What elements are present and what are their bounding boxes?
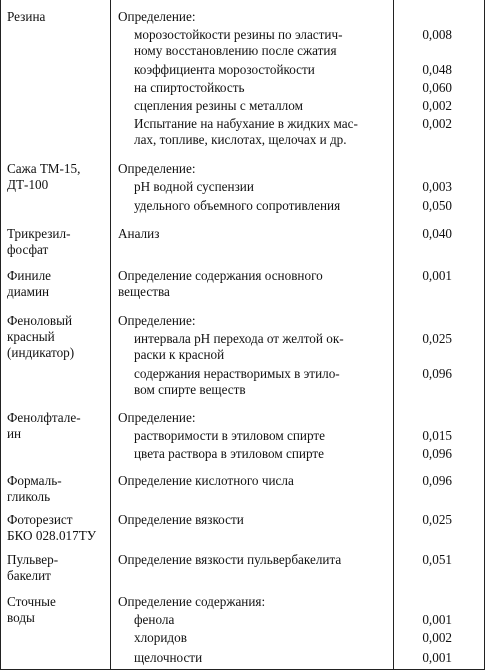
test-heading: Определение: <box>118 161 196 176</box>
test-item: морозостойкости резины по эластич- <box>134 27 343 42</box>
test-heading: Определение: <box>118 313 196 328</box>
material-name-cont: воды <box>7 610 35 625</box>
test-value: 0,096 <box>422 366 452 381</box>
test-value: 0,008 <box>422 27 452 42</box>
test-item: удельного объемного сопротивления <box>134 198 341 213</box>
material-name: Сточные <box>7 594 56 609</box>
test-item: растворимости в этиловом спирте <box>134 428 325 443</box>
test-item-cont: вом спирте веществ <box>134 382 246 397</box>
test-value: 0,001 <box>422 268 452 283</box>
test-value: 0,001 <box>422 612 452 627</box>
test-value: 0,002 <box>422 98 452 113</box>
test-value: 0,003 <box>422 179 452 194</box>
material-name-cont: БКО 028.017ТУ <box>7 528 97 543</box>
test-value: 0,015 <box>422 428 452 443</box>
test-value: 0,050 <box>422 198 452 213</box>
material-name: Фоторезист <box>7 512 73 527</box>
test-value: 0,002 <box>422 116 452 131</box>
test-item-cont: ному восстановлению после сжатия <box>134 43 337 58</box>
material-name: Сажа ТМ-15, <box>7 161 81 176</box>
material-name-cont: гликоль <box>7 489 51 504</box>
material-name: Формаль- <box>7 473 62 488</box>
material-name-cont: бакелит <box>7 568 51 583</box>
test-heading: Определение содержания основного <box>118 268 323 283</box>
test-heading: Определение кислотного числа <box>118 473 294 488</box>
test-item: коэффициента морозостойкости <box>134 62 315 77</box>
test-heading-cont: вещества <box>118 284 170 299</box>
test-item: pH водной суспензии <box>134 179 254 194</box>
test-item: щелочности <box>134 650 203 665</box>
material-name-cont: диамин <box>7 284 50 299</box>
test-value: 0,002 <box>422 630 452 645</box>
test-heading: Определение: <box>118 410 196 425</box>
test-item-cont: лах, топливе, кислотах, щелочах и др. <box>134 132 347 147</box>
test-item-cont: раски к красной <box>134 347 225 362</box>
test-value: 0,025 <box>422 512 452 527</box>
test-item: Испытание на набухание в жидких мас- <box>134 116 358 131</box>
test-heading: Анализ <box>118 226 160 241</box>
material-name-cont: ин <box>7 426 22 441</box>
test-value: 0,096 <box>422 473 452 488</box>
test-item: хлоридов <box>134 630 187 645</box>
test-value: 0,040 <box>422 226 452 241</box>
test-item: на спиртостойкость <box>134 80 245 95</box>
test-heading: Определение содержания: <box>118 594 266 609</box>
test-item: фенола <box>134 612 175 627</box>
test-value: 0,060 <box>422 80 452 95</box>
test-value: 0,096 <box>422 446 452 461</box>
test-item: интервала pH перехода от желтой ок- <box>134 331 344 346</box>
test-value: 0,051 <box>422 552 452 567</box>
test-heading: Определение вязкости пульвербакелита <box>118 552 342 567</box>
test-item: содержания нерастворимых в этило- <box>134 366 340 381</box>
test-item: цвета раствора в этиловом спирте <box>134 446 324 461</box>
material-name-cont: красный <box>7 329 55 344</box>
material-name-cont: фосфат <box>7 242 49 257</box>
material-name-cont: ДТ-100 <box>7 177 49 192</box>
material-name: Пульвер- <box>7 552 59 567</box>
test-value: 0,001 <box>422 650 452 665</box>
material-name-cont: (индикатор) <box>7 345 75 360</box>
test-item: сцепления резины с металлом <box>134 98 303 113</box>
material-name: Финиле <box>7 268 52 283</box>
material-name: Трикрезил- <box>7 226 71 241</box>
material-name: Фенолфтале- <box>7 410 81 425</box>
test-heading: Определение: <box>118 9 196 24</box>
test-value: 0,048 <box>422 62 452 77</box>
material-name: Феноловый <box>7 313 73 328</box>
material-name: Резина <box>7 9 46 24</box>
test-value: 0,025 <box>422 331 452 346</box>
test-heading: Определение вязкости <box>118 512 244 527</box>
